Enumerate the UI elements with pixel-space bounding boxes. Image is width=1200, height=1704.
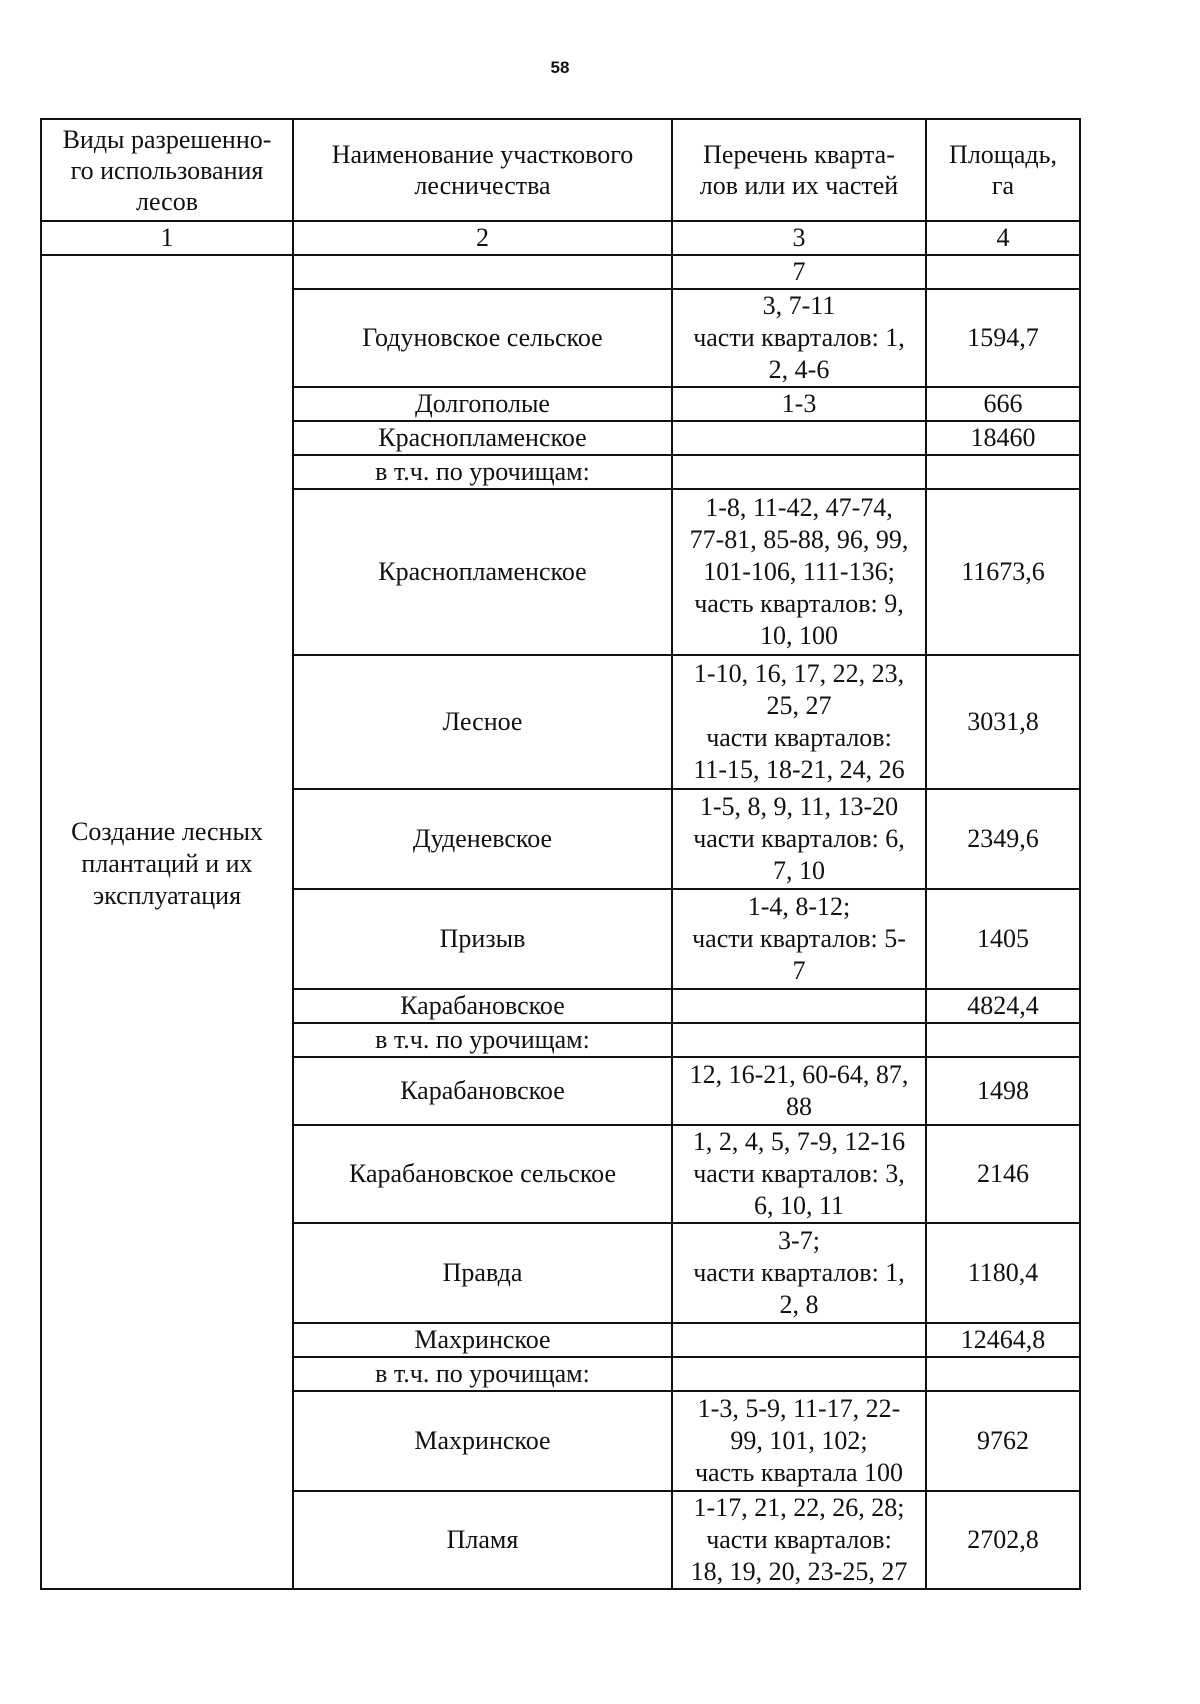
header-line: Площадь,: [949, 140, 1057, 169]
header-quarters-list: [672, 119, 926, 221]
column-number: 4: [926, 221, 1080, 255]
area-cell: 2146: [926, 1125, 1080, 1223]
quarters-line: 7: [792, 956, 806, 985]
quarters-line: 3-7;: [778, 1226, 820, 1255]
header-line: Наименование участкового: [331, 140, 634, 169]
quarters-line: 1-4, 8-12;: [747, 892, 851, 921]
area-cell: 11673,6: [926, 489, 1080, 655]
area-cell: 666: [926, 387, 1080, 421]
quarters-line: части кварталов:: [706, 1525, 892, 1554]
column-number: 2: [293, 221, 672, 255]
quarters-line: 7: [792, 257, 806, 286]
quarters-line: 1-3: [781, 389, 817, 418]
quarters-cell: [672, 255, 926, 289]
quarters-line: 1-5, 8, 9, 11, 13-20: [699, 792, 899, 821]
quarters-cell: [672, 289, 926, 387]
quarters-cell: [672, 1057, 926, 1125]
quarters-line: 12, 16-21, 60-64, 87,: [689, 1060, 909, 1089]
quarters-cell: [672, 1357, 926, 1391]
forest-plots-table: [40, 118, 1081, 1590]
forestry-name-cell: Карабановское сельское: [293, 1125, 672, 1223]
area-cell: [926, 455, 1080, 489]
quarters-cell: [672, 1223, 926, 1323]
area-cell: [926, 1023, 1080, 1057]
quarters-line: части кварталов: 6,: [693, 824, 905, 853]
forestry-name-cell: Призыв: [293, 889, 672, 989]
area-cell: 4824,4: [926, 989, 1080, 1023]
forestry-name-cell: Долгополые: [293, 387, 672, 421]
table-row: [41, 255, 1080, 289]
header-line: лесов: [136, 186, 198, 216]
quarters-line: 18, 19, 20, 23-25, 27: [690, 1557, 908, 1586]
usage-type-line: плантаций и их: [81, 849, 253, 878]
usage-type-cell: [41, 255, 293, 1589]
quarters-cell: [672, 789, 926, 889]
area-cell: 1405: [926, 889, 1080, 989]
header-area: [926, 119, 1080, 221]
quarters-cell: [672, 1391, 926, 1491]
quarters-line: части кварталов:: [706, 723, 892, 752]
forestry-name-cell: Правда: [293, 1223, 672, 1323]
forestry-name-cell: Махринское: [293, 1391, 672, 1491]
header-line: Виды разрешенно-: [62, 124, 272, 154]
area-cell: 12464,8: [926, 1323, 1080, 1357]
quarters-line: части кварталов: 1,: [693, 1258, 905, 1287]
quarters-line: 11-15, 18-21, 24, 26: [693, 755, 905, 784]
area-cell: 1180,4: [926, 1223, 1080, 1323]
quarters-line: 1-17, 21, 22, 26, 28;: [693, 1493, 905, 1522]
quarters-cell: [672, 889, 926, 989]
quarters-cell: [672, 1323, 926, 1357]
area-cell: 1594,7: [926, 289, 1080, 387]
quarters-cell: [672, 1491, 926, 1589]
quarters-line: 1-3, 5-9, 11-17, 22-: [697, 1394, 901, 1423]
area-cell: 3031,8: [926, 655, 1080, 789]
quarters-line: 6, 10, 11: [753, 1191, 845, 1220]
quarters-line: 2, 8: [779, 1290, 819, 1319]
area-cell: [926, 1357, 1080, 1391]
quarters-line: 1, 2, 4, 5, 7-9, 12-16: [692, 1127, 906, 1156]
quarters-line: 101-106, 111-136;: [703, 557, 895, 586]
quarters-cell: [672, 989, 926, 1023]
quarters-line: 88: [786, 1092, 812, 1121]
header-line: га: [991, 171, 1015, 200]
forestry-name-cell: Дуденевское: [293, 789, 672, 889]
table-body: [41, 255, 1080, 1589]
forestry-name-cell: Пламя: [293, 1491, 672, 1589]
quarters-cell: [672, 1125, 926, 1223]
forestry-name-cell: Махринское: [293, 1323, 672, 1357]
forestry-name-cell: Краснопламенское: [293, 489, 672, 655]
header-row: [41, 119, 1080, 221]
forestry-name-cell: в т.ч. по урочищам:: [293, 1357, 672, 1391]
quarters-cell: [672, 1023, 926, 1057]
forestry-name-cell: Лесное: [293, 655, 672, 789]
forestry-name-cell: Краснопламенское: [293, 421, 672, 455]
quarters-line: часть квартала 100: [694, 1458, 904, 1487]
quarters-line: 1-8, 11-42, 47-74,: [705, 493, 893, 522]
area-cell: 2349,6: [926, 789, 1080, 889]
quarters-line: 25, 27: [766, 691, 832, 720]
forestry-name-cell: Годуновское сельское: [293, 289, 672, 387]
quarters-line: 2, 4-6: [768, 355, 830, 384]
quarters-line: 7, 10: [773, 856, 825, 885]
quarters-cell: [672, 455, 926, 489]
header-usage-type: [41, 119, 293, 221]
header-forestry-name: [293, 119, 672, 221]
forestry-name-cell: Карабановское: [293, 1057, 672, 1125]
quarters-line: 77-81, 85-88, 96, 99,: [689, 525, 909, 554]
quarters-line: части кварталов: 1,: [693, 323, 905, 352]
quarters-line: части кварталов: 5-: [692, 924, 906, 953]
quarters-line: 99, 101, 102;: [730, 1426, 868, 1455]
area-cell: [926, 255, 1080, 289]
column-number: 3: [672, 221, 926, 255]
area-cell: 9762: [926, 1391, 1080, 1491]
column-number: 1: [41, 221, 293, 255]
header-line: го использования: [70, 155, 264, 185]
forestry-name-cell: [293, 255, 672, 289]
area-cell: 1498: [926, 1057, 1080, 1125]
quarters-cell: [672, 421, 926, 455]
usage-type-line: эксплуатация: [92, 881, 242, 910]
quarters-line: часть кварталов: 9,: [694, 589, 904, 618]
forestry-name-cell: в т.ч. по урочищам:: [293, 1023, 672, 1057]
header-line: лесничества: [414, 171, 551, 200]
header-line: Перечень кварта-: [703, 140, 895, 169]
area-cell: 18460: [926, 421, 1080, 455]
column-number-row: [41, 221, 1080, 255]
quarters-line: 3, 7-11: [762, 291, 836, 320]
forestry-name-cell: в т.ч. по урочищам:: [293, 455, 672, 489]
usage-type-line: Создание лесных: [71, 817, 263, 846]
quarters-cell: [672, 655, 926, 789]
quarters-line: 10, 100: [760, 621, 838, 650]
quarters-line: 1-10, 16, 17, 22, 23,: [693, 659, 905, 688]
forestry-name-cell: Карабановское: [293, 989, 672, 1023]
area-cell: 2702,8: [926, 1491, 1080, 1589]
quarters-cell: [672, 489, 926, 655]
quarters-line: части кварталов: 3,: [693, 1159, 905, 1188]
header-line: лов или их частей: [699, 171, 899, 200]
page-number: 58: [550, 58, 570, 77]
quarters-cell: [672, 387, 926, 421]
